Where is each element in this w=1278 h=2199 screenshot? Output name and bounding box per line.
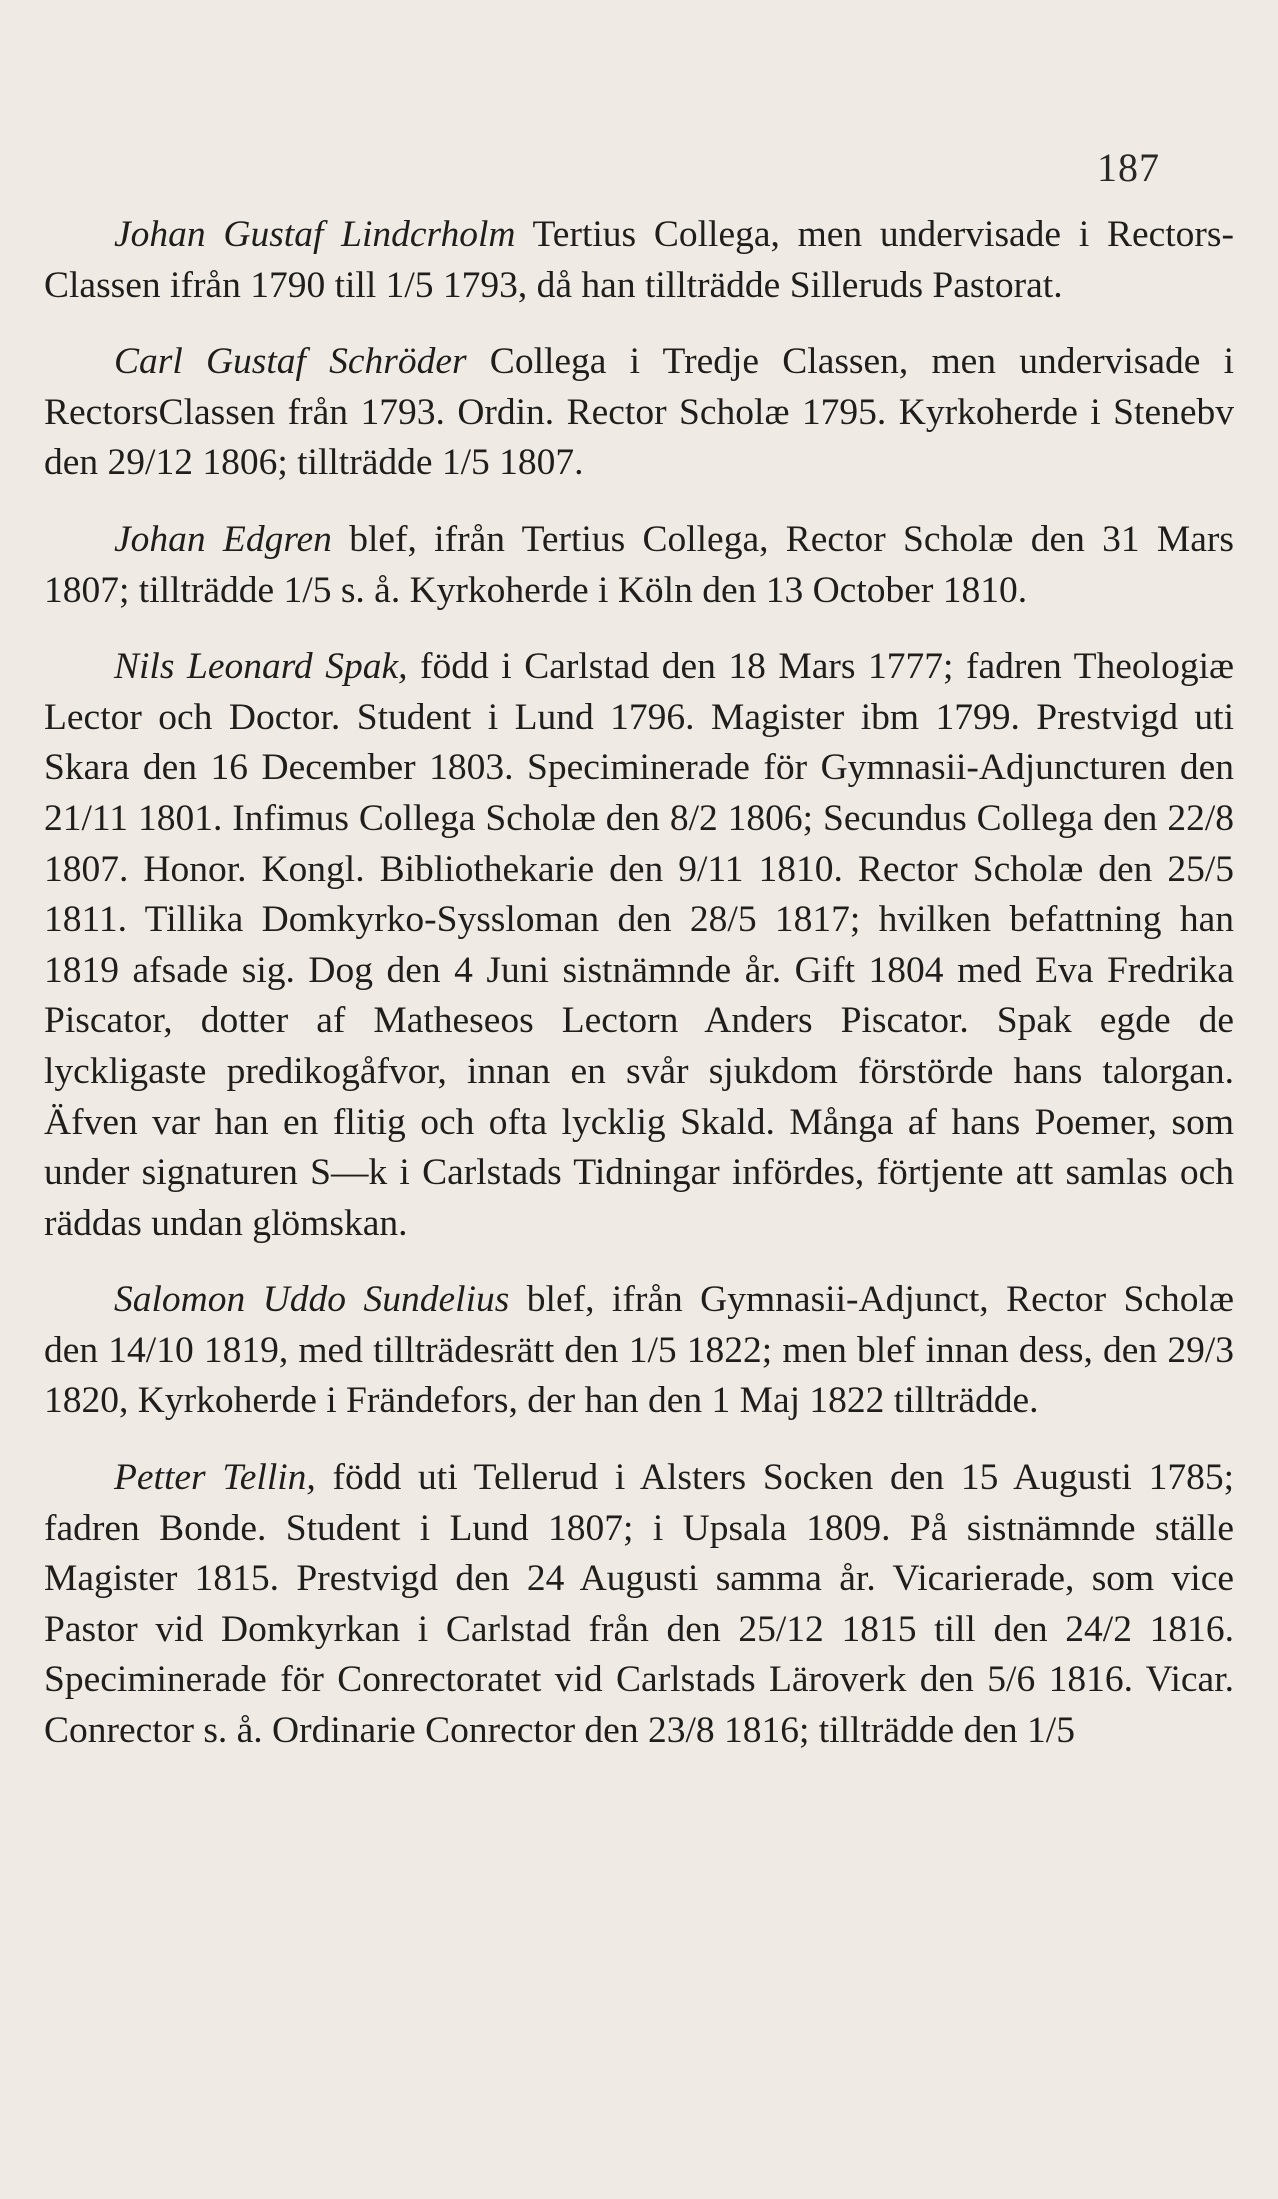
entry-name: Salomon Uddo Sundelius [114, 1279, 510, 1321]
entry-tellin [44, 1453, 1234, 1757]
entry-text: Tertius Collega, men undervisade i Rectors-Classen ifrån 1790 till 1/5 1793, då han tillträdde Silleruds Pastorat. [44, 214, 1235, 306]
entry-name: Johan Edgren [114, 518, 332, 560]
entry-text: född i Carlstad den 18 Mars 1777; fadren Theologiæ Lector och Doctor. Student i Lund 1796. Magister ibm 1799. Prestvigd uti Skara den 16 December 1803. Speciminerade för Gymnasii-Adjuncturen den 21/11 1801. Infimus Collega Scholæ den 8/2 1806; Secundus Collega den 22/8 1807. Honor. Kongl. Bibliothekarie den 9/11 1810. Rector Scholæ den 25/5 1811. Tillika Domkyrko-Syssloman den 28/5 1817; hvilken befattning han 1819 afsade sig. Dog den 4 Juni sistnämnde år. Gift 1804 med Eva Fredrika Piscator, dotter af Matheseos Lectorn Anders Piscator. Spak egde de lyckligaste predikogåfvor, innan en svår sjukdom förstörde hans talorgan. Äfven var han en flitig och ofta lycklig Skald. Många af hans Poemer, som under signaturen S—k i Carlstads Tidningar infördes, förtjente att samlas och räddas undan glömskan. [44, 646, 1234, 1244]
entry-text: blef, ifrån Tertius Collega, Rector Scholæ den 31 Mars 1807; tillträdde 1/5 s. å. Kyrkoherde i Köln den 13 October 1810. [44, 518, 1234, 611]
entry-sundelius [44, 1275, 1234, 1427]
entry-text: Collega i Tredje Classen, men undervisade i RectorsClassen från 1793. Ordin. Rector Scholæ 1795. Kyrkoherde i Stenebv den 29/12 1806; tillträdde 1/5 1807. [44, 341, 1234, 484]
entry-name: Nils Leonard Spak, [114, 646, 408, 688]
entry-lindcrholm [44, 210, 1234, 311]
entry-text: blef, ifrån Gymnasii-Adjunct, Rector Scholæ den 14/10 1819, med tillträdesrätt den 1/5 1822; men blef innan dess, den 29/3 1820, Kyrkoherde i Frändefors, der han den 1 Maj 1822 tillträdde. [44, 1279, 1234, 1422]
page-number: 187 [1097, 145, 1160, 190]
entry-name: Carl Gustaf Schröder [114, 341, 467, 383]
entry-name: Johan Gustaf Lindcrholm [114, 214, 516, 255]
entry-edgren [44, 515, 1234, 616]
entry-schroder [44, 337, 1234, 489]
entry-name: Petter Tellin, [114, 1457, 316, 1499]
entry-spak [44, 642, 1234, 1249]
page-text [44, 210, 1234, 1757]
entry-text: född uti Tellerud i Alsters Socken den 15 Augusti 1785; fadren Bonde. Student i Lund 1807; i Upsala 1809. På sistnämnde ställe Magister 1815. Prestvigd den 24 Augusti samma år. Vicarierade, som vice Pastor vid Domkyrkan i Carlstad från den 25/12 1815 till den 24/2 1816. Speciminerade för Conrectoratet vid Carlstads Läroverk den 5/6 1816. Vicar. Conrector s. å. Ordinarie Conrector den 23/8 1816; tillträdde den 1/5 [44, 1457, 1234, 1752]
